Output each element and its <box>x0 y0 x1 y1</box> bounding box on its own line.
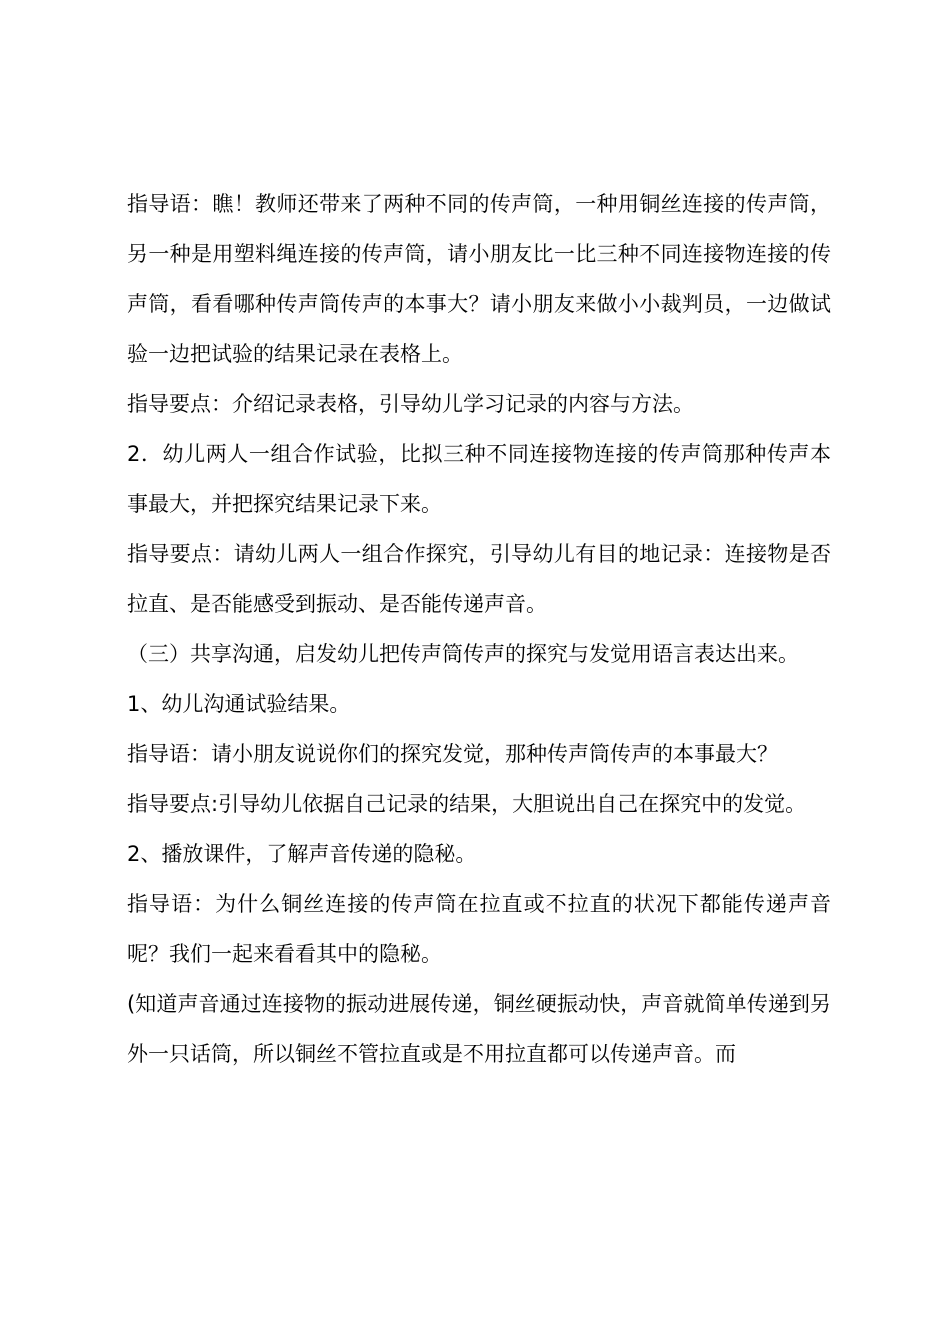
paragraph-explanation: (知道声音通过连接物的振动进展传递，铜丝硬振动快，声音就简单传递到另外一只话筒，所以铜丝不管拉直或是不用拉直都可以传递声音。而 <box>127 992 831 1066</box>
paragraph-step-1-communicate: 1、幼儿沟通试验结果。 <box>127 692 351 716</box>
paragraph-guide-intro: 指导语：瞧！教师还带来了两种不同的传声筒，一种用铜丝连接的传声筒，另一种是用塑料绳连接的传声筒，请小朋友比一比三种不同连接物连接的传声筒，看看哪种传声筒传声的本事大？请小朋友来做小小裁判员，一边做试验一边把试验的结果记录在表格上。 <box>127 192 831 366</box>
paragraph-guide-question: 指导语：请小朋友说说你们的探究发觉，那种传声筒传声的本事最大？ <box>127 742 778 766</box>
document-page <box>127 179 831 1079</box>
paragraph-guide-point-table: 指导要点：介绍记录表格，引导幼儿学习记录的内容与方法。 <box>127 392 694 416</box>
paragraph-guide-point-record: 指导要点：请幼儿两人一组合作探究，引导幼儿有目的地记录：连接物是否拉直、是否能感受到振动、是否能传递声音。 <box>127 542 831 616</box>
paragraph-step-2-experiment: 2．幼儿两人一组合作试验，比拟三种不同连接物连接的传声筒那种传声本事最大，并把探究结果记录下来。 <box>127 442 831 516</box>
paragraph-guide-point-speak: 指导要点:引导幼儿依据自己记录的结果，大胆说出自己在探究中的发觉。 <box>127 792 807 816</box>
paragraph-step-2-courseware: 2、播放课件，了解声音传递的隐秘。 <box>127 842 477 866</box>
paragraph-guide-why-copper: 指导语：为什么铜丝连接的传声筒在拉直或不拉直的状况下都能传递声音呢？我们一起来看看其中的隐秘。 <box>127 892 831 966</box>
paragraph-section-3-share: （三）共享沟通，启发幼儿把传声筒传声的探究与发觉用语言表达出来。 <box>127 642 799 666</box>
